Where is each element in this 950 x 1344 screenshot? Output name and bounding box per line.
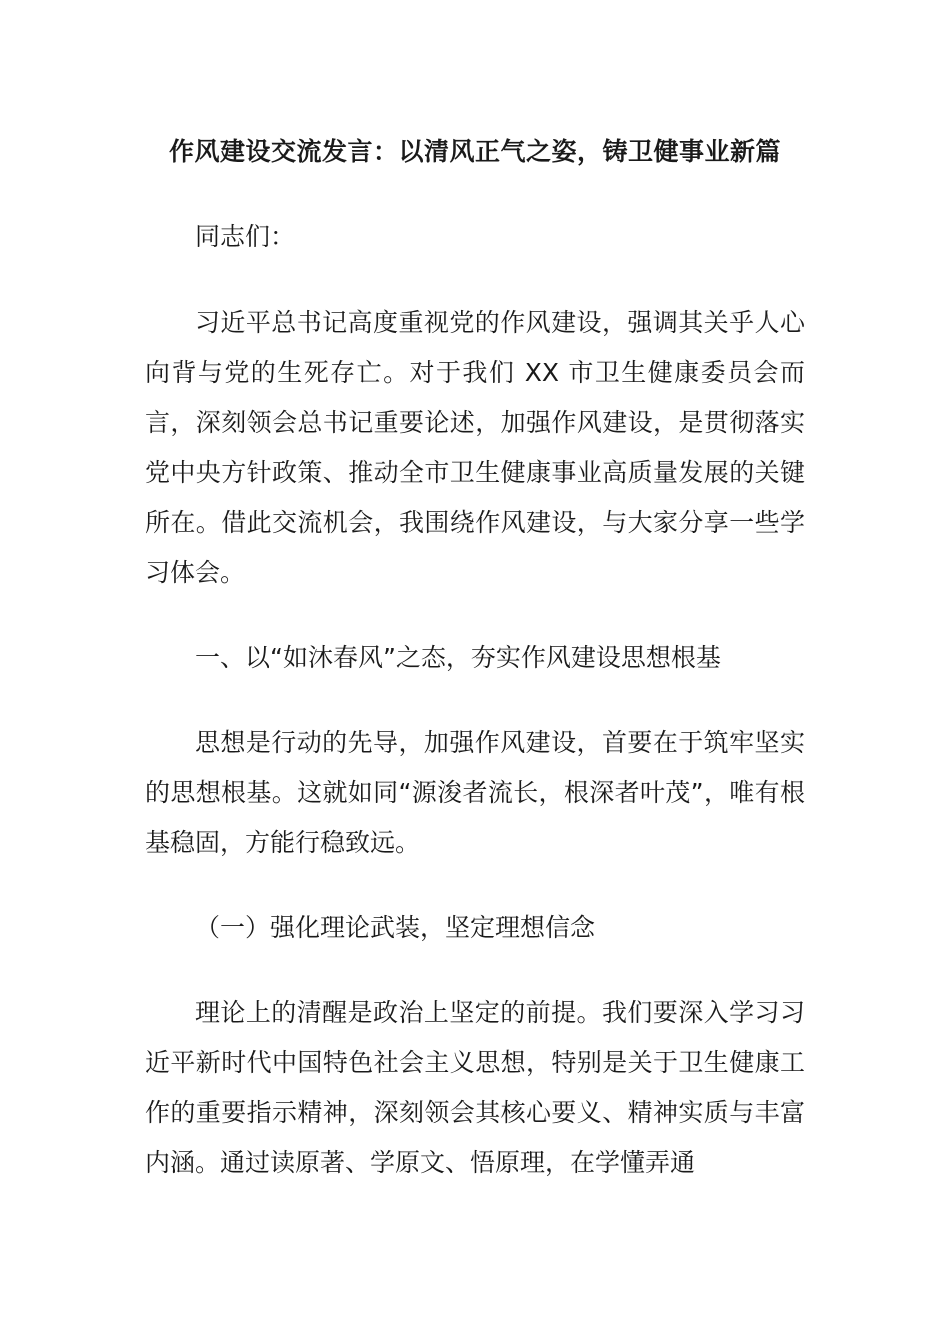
section-1-paragraph: 思想是行动的先导，加强作风建设，首要在于筑牢坚实的思想根基。这就如同“源浚者流长，根深者叶茂”，唯有根基稳固，方能行稳致远。 bbox=[145, 728, 805, 857]
subsection-1-heading: （一）强化理论武装，坚定理想信念 bbox=[195, 913, 596, 942]
intro-paragraph: 习近平总书记高度重视党的作风建设，强调其关乎人心向背与党的生死存亡。对于我们 XX 市卫生健康委员会而言，深刻领会总书记重要论述，加强作风建设，是贯彻落实党中央方针政策、推动全市卫生健康事业高质量发展的关键所在。借此交流机会，我围绕作风建设，与大家分享一些学习体会。 bbox=[145, 308, 805, 587]
document-title: 作风建设交流发言：以清风正气之姿，铸卫健事业新篇 bbox=[168, 137, 781, 166]
section-1-heading: 一、以“如沐春风”之态，夯实作风建设思想根基 bbox=[195, 643, 721, 672]
subsection-1-paragraph: 理论上的清醒是政治上坚定的前提。我们要深入学习习近平新时代中国特色社会主义思想，特别是关于卫生健康工作的重要指示精神，深刻领会其核心要义、精神实质与丰富内涵。通过读原著、学原文、悟原理，在学懂弄通 bbox=[145, 998, 805, 1177]
salutation: 同志们： bbox=[195, 222, 296, 251]
